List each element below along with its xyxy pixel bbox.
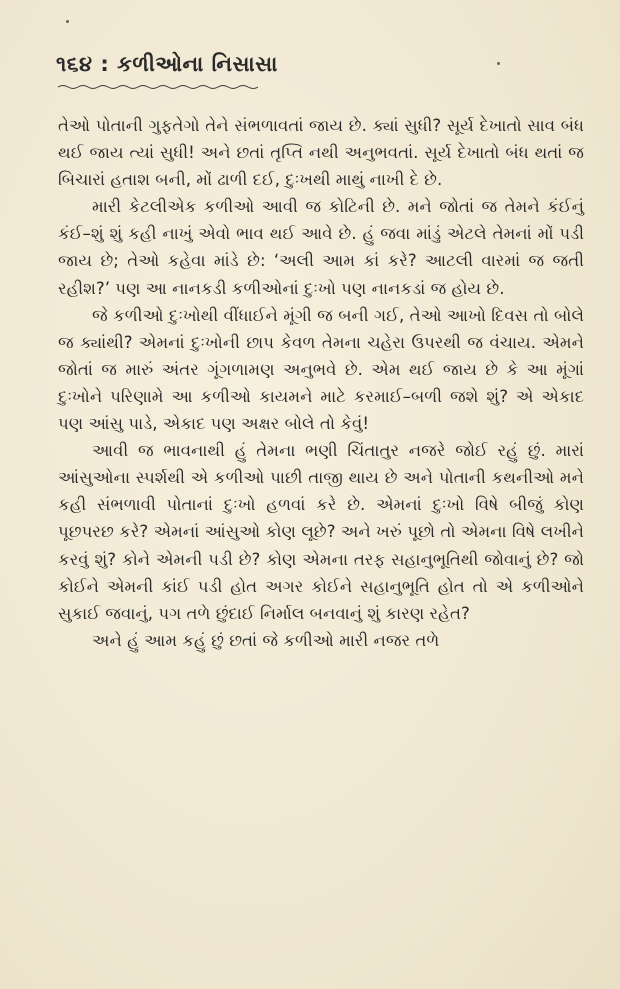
paper-speck [66,20,69,23]
paragraph: આવી જ ભાવનાથી હું તેમના ભણી ચિંતાતુર નજરે જોઈ રહું છું. મારાં આંસુઓના સ્પર્શથી એ કળીઓ પાછી તાજી થાય છે અને પોતાની કથનીઓ મને કહી સંભળાવી પોતાનાં દુઃખો હળવાં કરે છે. એમનાં દુઃખો વિષે બીજું કોણ પૂછપરછ કરે? એમનાં આંસુઓ કોણ લૂછે? અને ખરું પૂછો તો એમના વિષે લખીને કરવું શું? કોને એમની પડી છે? કોણ એમના તરફ સહાનુભૂતિથી જોવાનું છે? જો કોઈને એમની કાંઈ પડી હોત અગર કોઈને સહાનુભૂતિ હોત તો એ કળીઓને સુકાઈ જવાનું, પગ તળે છુંદાઈ નિર્માલ બનવાનું શું કારણ રહેત? [58,441,584,623]
page-header [56,52,278,77]
paper-speck [497,62,500,65]
paragraph: મારી કેટલીએક કળીઓ આવી જ કોટિની છે. મને જોતાં જ તેમને કંઈનું કંઈ–શું શું કહી નાખું એવો ભાવ થઈ આવે છે. હું જવા માંડું એટલે તેમનાં મોં પડી જાય છે; તેઓ કહેવા માંડે છે: ‘અલી આમ કાં કરે? આટલી વારમાં જ જતી રહીશ?’ પણ આ નાનકડી કળીઓનાં દુઃખો પણ નાનકડાં જ હોય છે. [58,197,584,298]
page-number: ૧૬૪ [56,52,93,76]
header-separator: : [100,52,110,76]
paragraph: જે કળીઓ દુઃખોથી વીંધાઈને મૂંગી જ બની ગઈ, તેઓ આખો દિવસ તો બોલે જ ક્યાંથી? એમનાં દુઃખોની છાપ કેવળ તેમના ચહેરા ઉપરથી જ વંચાય. એમને જોતાં જ મારું અંતર ગૂંગળામણ અનુભવે છે. એમ થઈ જાય છે કે આ મૂંગાં દુઃખોને પરિણામે આ કળીઓ કાયમને માટે કરમાઈ–બળી જશે શું? એ એકાદ પણ આંસુ પાડે, એકાદ પણ અક્ષર બોલે તો કેવું! [58,305,584,434]
paragraph: તેઓ પોતાની ગુફતેગો તેને સંભળાવતાં જાય છે. ક્યાં સુધી? સૂર્ય દેખાતો સાવ બંધ થઈ જાય ત્યાં સુધી! અને છતાં તૃપ્તિ નથી અનુભવતાં. સૂર્ય દેખાતો બંધ થતાં જ બિચારાં હતાશ બની, મોં ઢાળી દઈ, દુઃખથી માથું નાખી દે છે. [58,116,584,190]
body-text [58,112,584,654]
header-wavy-rule [58,84,258,90]
paragraph: અને હું આમ કહું છું છતાં જે કળીઓ મારી નજર તળે [92,630,440,650]
running-title: કળીઓના નિસાસા [117,52,278,76]
